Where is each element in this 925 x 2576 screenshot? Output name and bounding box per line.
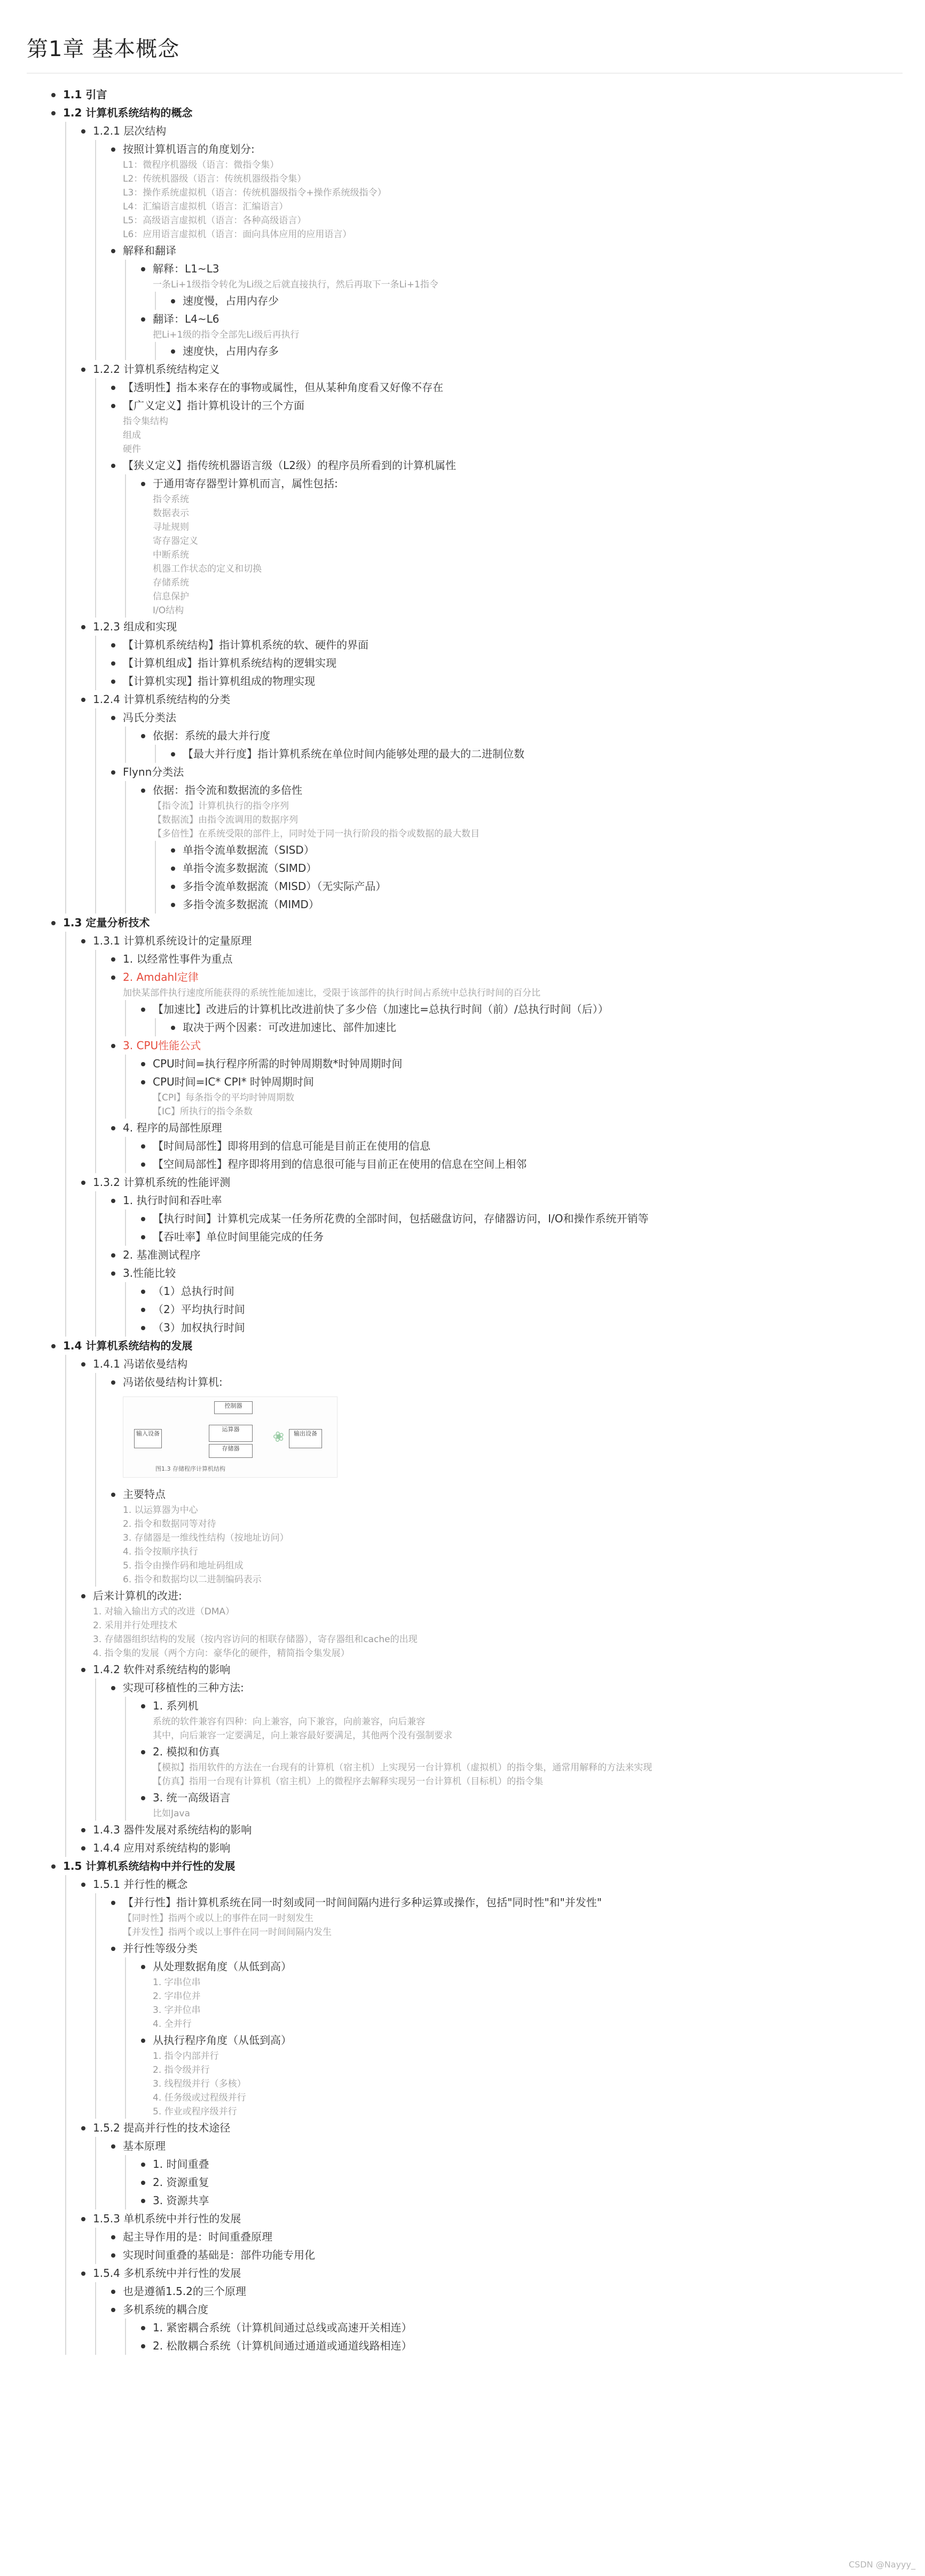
node-text: 1.2.1 层次结构 xyxy=(81,122,908,140)
outline-level xyxy=(153,841,908,914)
node-text: 1. 执行时间和吞吐率 xyxy=(111,1191,908,1209)
node-text: 解释：L1~L3 xyxy=(141,260,908,278)
outline-node xyxy=(111,140,908,241)
outline-node xyxy=(141,1137,908,1155)
node-note xyxy=(141,328,908,342)
diagram-box: 控制器 xyxy=(214,1401,253,1414)
node-note xyxy=(141,799,908,841)
outline-node xyxy=(141,2031,908,2119)
outline-node xyxy=(111,1036,908,1119)
node-text: 1.5.4 多机系统中并行性的发展 xyxy=(81,2264,908,2282)
node-text: 单指令流多数据流（SIMD） xyxy=(171,859,908,877)
note-line: 信息保护 xyxy=(153,591,189,602)
outline-level xyxy=(93,140,908,360)
outline-node xyxy=(171,841,908,859)
node-text: 1.5 计算机系统结构中并行性的发展 xyxy=(51,1857,908,1875)
outline-node xyxy=(111,2137,908,2210)
outline-node xyxy=(81,1839,908,1857)
outline-node xyxy=(81,2119,908,2210)
note-line: 【IC】所执行的指令条数 xyxy=(153,1106,253,1117)
note-line: 1. 字串位串 xyxy=(153,1977,201,1988)
outline-node xyxy=(111,708,908,763)
outline-level xyxy=(63,1875,908,2355)
note-line: 【多倍性】在系统受限的部件上，同时处于同一执行阶段的指令或数据的最大数目 xyxy=(153,829,480,839)
outline-node xyxy=(111,1893,908,1939)
outline-level xyxy=(63,122,908,914)
outline-level xyxy=(153,342,908,360)
node-text: 1.3.2 计算机系统的性能评测 xyxy=(81,1173,908,1191)
outline-node xyxy=(111,968,908,1036)
node-text: 【加速比】改进后的计算机比改进前快了多少倍（加速比=总执行时间（前）/总执行时间（后）） xyxy=(141,1000,908,1018)
note-line: 指令集结构 xyxy=(123,416,168,427)
outline-level xyxy=(123,1697,908,1821)
outline-level xyxy=(123,2319,908,2355)
node-text: 3. CPU性能公式 xyxy=(111,1036,908,1055)
node-note xyxy=(141,1807,908,1821)
node-note xyxy=(141,1715,908,1743)
node-text: 翻译：L4~L6 xyxy=(141,310,908,328)
outline-node xyxy=(81,932,908,1173)
node-text: 【空间局部性】程序即将用到的信息很可能与目前正在使用的信息在空间上相邻 xyxy=(141,1155,908,1173)
outline-level xyxy=(93,2137,908,2210)
node-text: 后来计算机的改进: xyxy=(81,1587,908,1605)
node-text: 依据：系统的最大并行度 xyxy=(141,727,908,745)
note-line: 2. 指令和数据同等对待 xyxy=(123,1519,216,1529)
node-note xyxy=(141,1761,908,1789)
note-line: 3. 线程级并行（多核） xyxy=(153,2079,246,2089)
outline-node xyxy=(111,654,908,672)
note-line: 2. 字串位并 xyxy=(153,1991,201,2002)
note-line: 4. 指令集的发展（两个方向：豪华化的硬件，精简指令集发展） xyxy=(93,1648,350,1659)
note-line: 4. 指令按顺序执行 xyxy=(123,1547,198,1557)
outline-node xyxy=(81,1875,908,2119)
note-line: 存储系统 xyxy=(153,577,189,588)
node-text: 1.5.2 提高并行性的技术途径 xyxy=(81,2119,908,2137)
node-text: 速度慢，占用内存少 xyxy=(171,292,908,310)
node-text: 从处理数据角度（从低到高） xyxy=(141,1957,908,1976)
note-line: 加快某部件执行速度所能获得的系统性能加速比，受限于该部件的执行时间占系统中总执行时间的百分比 xyxy=(123,988,540,998)
page-title: 第1章 基本概念 xyxy=(27,37,180,61)
note-line: 【同时性】指两个或以上的事件在同一时刻发生 xyxy=(123,1913,313,1924)
mindmap-outline xyxy=(21,85,908,2355)
outline-node xyxy=(171,859,908,877)
outline-node xyxy=(81,2210,908,2264)
node-note xyxy=(141,278,908,292)
note-line: 4. 任务级或过程级并行 xyxy=(153,2093,246,2103)
outline-node xyxy=(171,292,908,310)
outline-node xyxy=(111,378,908,396)
outline-node xyxy=(81,690,908,914)
node-text: 1. 时间重叠 xyxy=(141,2155,908,2173)
outline-node xyxy=(141,1957,908,2031)
outline-level xyxy=(93,378,908,618)
note-line: 寄存器定义 xyxy=(153,536,198,547)
note-line: 【仿真】指用一台现有计算机（宿主机）上的微程序去解释实现另一台计算机（目标机）的指令集 xyxy=(153,1776,543,1787)
outline-node xyxy=(171,1018,908,1036)
note-line: 6. 指令和数据均以二进制编码表示 xyxy=(123,1574,262,1585)
node-text: 依据：指令流和数据流的多倍性 xyxy=(141,781,908,799)
note-line: 指令系统 xyxy=(153,494,189,505)
node-note xyxy=(141,1976,908,2031)
outline-node xyxy=(141,1300,908,1318)
outline-node xyxy=(141,2173,908,2191)
node-text: CPU时间=执行程序所需的时钟周期数*时钟周期时间 xyxy=(141,1055,908,1073)
outline-node xyxy=(111,241,908,360)
outline-node xyxy=(81,1660,908,1821)
outline-node xyxy=(111,1264,908,1337)
outline-node xyxy=(111,1191,908,1246)
node-note xyxy=(141,493,908,618)
note-line: 1. 对输入输出方式的改进（DMA） xyxy=(93,1606,235,1617)
outline-node xyxy=(141,1743,908,1789)
outline-level xyxy=(123,1957,908,2119)
note-line: 3. 存储器组织结构的发展（按内容访问的相联存储器），寄存器组和cache的出现 xyxy=(93,1634,418,1645)
note-line: 硬件 xyxy=(123,444,141,455)
outline-level xyxy=(93,636,908,690)
outline-node xyxy=(141,727,908,763)
outline-node xyxy=(111,456,908,618)
note-line: 5. 作业或程序级并行 xyxy=(153,2106,237,2117)
node-text: 【广义定义】指计算机设计的三个方面 xyxy=(111,396,908,415)
outline-level xyxy=(123,1282,908,1337)
outline-node xyxy=(141,1789,908,1821)
note-line: 系统的软件兼容有四种：向上兼容，向下兼容，向前兼容，向后兼容 xyxy=(153,1716,425,1727)
note-line: 一条Li+1级指令转化为Li级之后就直接执行，然后再取下一条Li+1指令 xyxy=(153,279,438,290)
outline-node xyxy=(141,474,908,618)
node-text: 1. 紧密耦合系统（计算机间通过总线或高速开关相连） xyxy=(141,2319,908,2337)
node-note xyxy=(141,1091,908,1119)
diagram-box: 输入设备 xyxy=(134,1429,162,1448)
node-text: 从执行程序角度（从低到高） xyxy=(141,2031,908,2049)
node-text: 按照计算机语言的角度划分: xyxy=(111,140,908,158)
outline-node xyxy=(111,1679,908,1821)
outline-node xyxy=(81,360,908,618)
note-line: L5：高级语言虚拟机（语言：各种高级语言） xyxy=(123,215,307,226)
outline-node xyxy=(111,950,908,968)
outline-node xyxy=(171,895,908,914)
outline-node xyxy=(111,2246,908,2264)
node-text: 【狭义定义】指传统机器语言级（L2级）的程序员所看到的计算机属性 xyxy=(111,456,908,474)
node-text: 【时间局部性】即将用到的信息可能是目前正在使用的信息 xyxy=(141,1137,908,1155)
node-text: 2. Amdahl定律 xyxy=(111,968,908,986)
outline-node xyxy=(81,2264,908,2355)
outline-node xyxy=(111,1485,908,1587)
node-text: 【执行时间】计算机完成某一任务所花费的全部时间，包括磁盘访问，存储器访问，I/O和操作系统开销等 xyxy=(141,1209,908,1228)
outline-node xyxy=(111,1246,908,1264)
node-text: 于通用寄存器型计算机而言，属性包括: xyxy=(141,474,908,493)
node-text: Flynn分类法 xyxy=(111,763,908,781)
von-neumann-diagram xyxy=(123,1396,338,1478)
outline-level xyxy=(153,1018,908,1036)
note-line: 【指令流】计算机执行的指令序列 xyxy=(153,801,289,811)
node-text: CPU时间=IC* CPI* 时钟周期时间 xyxy=(141,1073,908,1091)
outline-node xyxy=(141,1155,908,1173)
node-text: 1.4.3 器件发展对系统结构的影响 xyxy=(81,1821,908,1839)
outline-level xyxy=(123,727,908,763)
node-text: 2. 基准测试程序 xyxy=(111,1246,908,1264)
outline-node xyxy=(141,1055,908,1073)
node-text: 多指令流单数据流（MISD）（无实际产品） xyxy=(171,877,908,895)
outline-node xyxy=(171,877,908,895)
node-text: 【吞吐率】单位时间里能完成的任务 xyxy=(141,1228,908,1246)
outline-level xyxy=(153,292,908,310)
note-line: 【并发性】指两个或以上事件在同一时间间隔内发生 xyxy=(123,1927,332,1938)
outline-node xyxy=(81,122,908,360)
node-note xyxy=(111,415,908,456)
note-line: 数据表示 xyxy=(153,508,189,519)
outline-node xyxy=(141,2191,908,2210)
note-line: 【CPI】每条指令的平均时钟周期数 xyxy=(153,1092,295,1103)
outline-node xyxy=(141,1073,908,1119)
note-line: 比如Java xyxy=(153,1808,190,1819)
handwritten-mark: ❀ xyxy=(271,1427,287,1447)
outline-level xyxy=(123,260,908,360)
node-text: 1.2 计算机系统结构的概念 xyxy=(51,104,908,122)
outline-level xyxy=(63,932,908,1337)
node-note xyxy=(81,1605,908,1660)
outline-node xyxy=(141,1000,908,1036)
note-line: 其中，向后兼容一定要满足，向上兼容最好要满足，其他两个没有强制要求 xyxy=(153,1730,452,1741)
outline-node xyxy=(81,1587,908,1660)
node-text: 1. 系列机 xyxy=(141,1697,908,1715)
node-text: 2. 模拟和仿真 xyxy=(141,1743,908,1761)
diagram-caption: 图1.3 存储程序计算机结构 xyxy=(155,1465,225,1472)
note-line: 3. 存储器是一维线性结构（按地址访问） xyxy=(123,1533,289,1543)
title-divider xyxy=(27,73,903,74)
outline-level xyxy=(93,1893,908,2119)
node-text: 【最大并行度】指计算机系统在单位时间内能够处理的最大的二进制位数 xyxy=(171,745,908,763)
outline-node xyxy=(51,104,908,914)
node-note xyxy=(111,1911,908,1939)
node-text: 多指令流多数据流（MIMD） xyxy=(171,895,908,914)
note-line: 1. 以运算器为中心 xyxy=(123,1505,198,1516)
outline-node xyxy=(141,1282,908,1300)
outline-node xyxy=(111,636,908,654)
note-line: L6：应用语言虚拟机（语言：面向具体应用的应用语言） xyxy=(123,229,352,240)
outline-level xyxy=(63,1355,908,1857)
outline-node xyxy=(111,1119,908,1173)
note-line: I/O结构 xyxy=(153,605,184,616)
note-line: 组成 xyxy=(123,430,141,441)
outline-level xyxy=(93,2228,908,2264)
outline-node xyxy=(111,2282,908,2300)
node-text: 1.2.2 计算机系统结构定义 xyxy=(81,360,908,378)
node-text: 速度快，占用内存多 xyxy=(171,342,908,360)
outline-level xyxy=(123,1209,908,1246)
outline-node xyxy=(51,914,908,1337)
node-text: （1）总执行时间 xyxy=(141,1282,908,1300)
node-text: 单指令流单数据流（SISD） xyxy=(171,841,908,859)
outline-level xyxy=(153,745,908,763)
note-line: 【数据流】由指令流调用的数据序列 xyxy=(153,815,298,825)
node-text: 1.4.1 冯诺依曼结构 xyxy=(81,1355,908,1373)
outline-node xyxy=(141,1209,908,1228)
note-line: 机器工作状态的定义和切换 xyxy=(153,564,262,574)
outline-node xyxy=(111,763,908,914)
outline-node xyxy=(51,85,908,104)
outline-node xyxy=(141,2337,908,2355)
node-text: 2. 资源重复 xyxy=(141,2173,908,2191)
node-text: 解释和翻译 xyxy=(111,241,908,260)
diagram-box: 存储器 xyxy=(209,1444,253,1458)
node-text: 【计算机实现】指计算机组成的物理实现 xyxy=(111,672,908,690)
node-note xyxy=(141,2049,908,2119)
outline-level xyxy=(93,2282,908,2355)
node-text: 3. 资源共享 xyxy=(141,2191,908,2210)
outline-level xyxy=(123,474,908,618)
node-text: 冯诺依曼结构计算机: xyxy=(111,1373,908,1391)
outline-node xyxy=(51,1337,908,1857)
outline-node xyxy=(171,745,908,763)
outline-node xyxy=(141,2155,908,2173)
node-text: 3. 统一高级语言 xyxy=(141,1789,908,1807)
outline-node xyxy=(111,672,908,690)
node-text: 1.1 引言 xyxy=(51,85,908,104)
outline-node xyxy=(141,310,908,360)
note-line: 3. 字并位串 xyxy=(153,2005,201,2016)
note-line: 寻址规则 xyxy=(153,522,189,533)
note-line: L1：微程序机器级（语言：微指令集） xyxy=(123,160,279,170)
note-line: 2. 指令级并行 xyxy=(153,2065,210,2075)
outline-level xyxy=(123,1000,908,1036)
node-text: 实现时间重叠的基础是：部件功能专用化 xyxy=(111,2246,908,2264)
outline-node xyxy=(141,2319,908,2337)
outline-node xyxy=(81,1173,908,1337)
node-text: 【计算机组成】指计算机系统结构的逻辑实现 xyxy=(111,654,908,672)
node-text: 也是遵循1.5.2的三个原理 xyxy=(111,2282,908,2300)
note-line: 4. 全并行 xyxy=(153,2019,192,2029)
note-line: L2：传统机器级（语言：传统机器级指令集） xyxy=(123,174,307,184)
node-text: 实现可移植性的三种方法: xyxy=(111,1679,908,1697)
node-text: 起主导作用的是：时间重叠原理 xyxy=(111,2228,908,2246)
outline-node xyxy=(81,1821,908,1839)
note-line: 2. 采用并行处理技术 xyxy=(93,1620,177,1631)
outline-level xyxy=(93,1373,908,1587)
outline-node xyxy=(141,1228,908,1246)
node-note xyxy=(111,986,908,1000)
node-text: 【计算机系统结构】指计算机系统的软、硬件的界面 xyxy=(111,636,908,654)
outline-node xyxy=(141,781,908,914)
note-line: L4：汇编语言虚拟机（语言：汇编语言） xyxy=(123,201,288,212)
outline-node xyxy=(141,260,908,310)
outline-level xyxy=(93,950,908,1173)
node-text: 多机系统的耦合度 xyxy=(111,2300,908,2319)
outline-level xyxy=(123,1137,908,1173)
node-text: 主要特点 xyxy=(111,1485,908,1503)
node-text: 3.性能比较 xyxy=(111,1264,908,1282)
note-line: 5. 指令由操作码和地址码组成 xyxy=(123,1560,244,1571)
note-line: 把Li+1级的指令全部先Li级后再执行 xyxy=(153,330,300,340)
node-text: 1.4 计算机系统结构的发展 xyxy=(51,1337,908,1355)
note-line: 【模拟】指用软件的方法在一台现有的计算机（宿主机）上实现另一台计算机（虚拟机）的指令集，通常用解释的方法来实现 xyxy=(153,1762,652,1773)
outline-node xyxy=(111,2228,908,2246)
outline-level xyxy=(123,781,908,914)
node-note xyxy=(111,1503,908,1587)
node-text: 【并行性】指计算机系统在同一时刻或同一时间间隔内进行多种运算或操作，包括"同时性"和"并发性" xyxy=(111,1893,908,1911)
node-text: 并行性等级分类 xyxy=(111,1939,908,1957)
node-text: 1.4.4 应用对系统结构的影响 xyxy=(81,1839,908,1857)
note-line: 中断系统 xyxy=(153,550,189,560)
node-text: 4. 程序的局部性原理 xyxy=(111,1119,908,1137)
outline-node xyxy=(111,396,908,456)
node-note xyxy=(111,158,908,241)
node-text: 1. 以经常性事件为重点 xyxy=(111,950,908,968)
outline-level xyxy=(93,1191,908,1337)
diagram-box: 输出设备 xyxy=(289,1429,322,1448)
node-text: 1.3 定量分析技术 xyxy=(51,914,908,932)
outline-node xyxy=(111,1373,908,1478)
outline-node xyxy=(171,342,908,360)
outline-level xyxy=(93,1679,908,1821)
node-text: 1.5.3 单机系统中并行性的发展 xyxy=(81,2210,908,2228)
outline-node xyxy=(141,1318,908,1337)
outline-level xyxy=(93,708,908,914)
node-text: （2）平均执行时间 xyxy=(141,1300,908,1318)
node-text: 1.2.4 计算机系统结构的分类 xyxy=(81,690,908,708)
watermark: CSDN @Nayyy_ xyxy=(849,2559,915,2570)
node-text: 2. 松散耦合系统（计算机间通过通道或通道线路相连） xyxy=(141,2337,908,2355)
outline-node xyxy=(111,1939,908,2119)
node-text: 取决于两个因素：可改进加速比、部件加速比 xyxy=(171,1018,908,1036)
outline-node xyxy=(81,1355,908,1587)
node-text: 基本原理 xyxy=(111,2137,908,2155)
node-text: 1.4.2 软件对系统结构的影响 xyxy=(81,1660,908,1679)
outline-node xyxy=(111,2300,908,2355)
node-text: 冯氏分类法 xyxy=(111,708,908,727)
note-line: L3：操作系统虚拟机（语言：传统机器级指令+操作系统级指令） xyxy=(123,188,387,198)
node-text: 1.5.1 并行性的概念 xyxy=(81,1875,908,1893)
diagram-box: 运算器 xyxy=(209,1425,253,1442)
outline-node xyxy=(81,618,908,690)
node-text: 【透明性】指本来存在的事物或属性，但从某种角度看又好像不存在 xyxy=(111,378,908,396)
outline-node xyxy=(141,1697,908,1743)
outline-node xyxy=(51,1857,908,2355)
node-text: 1.3.1 计算机系统设计的定量原理 xyxy=(81,932,908,950)
outline-level xyxy=(123,2155,908,2210)
node-text: 1.2.3 组成和实现 xyxy=(81,618,908,636)
note-line: 1. 指令内部并行 xyxy=(153,2051,219,2062)
node-text: （3）加权执行时间 xyxy=(141,1318,908,1337)
outline-level xyxy=(123,1055,908,1119)
outline-level xyxy=(33,85,908,2355)
